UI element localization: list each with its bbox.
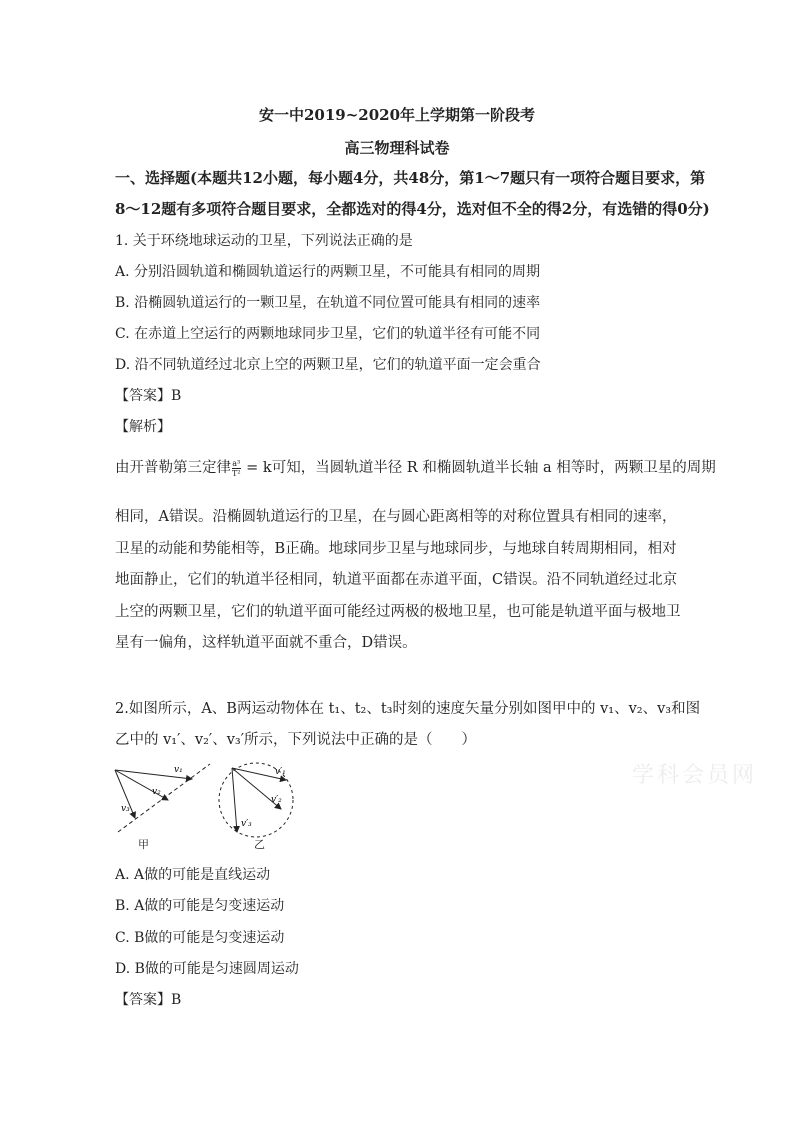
question-2-option-c: C. B做的可能是匀变速运动 <box>115 930 285 946</box>
question-2-option-a: A. A做的可能是直线运动 <box>115 867 271 883</box>
right-label-v1: v′₁ <box>275 767 286 777</box>
kepler-fraction <box>232 459 241 478</box>
section-instructions-line2: 8～12题有多项符合题目要求，全都选对的得4分，选对但不全的得2分，有选错的得0分) <box>115 200 710 218</box>
question-2-stem-line1: 2.如图所示，A、B两运动物体在 t₁、t₂、t₃时刻的速度矢量分别如图甲中的 v₁、v₂、v₃和图 <box>115 701 701 717</box>
section-instructions-line1: 一、选择题(本题共12小题，每小题4分，共48分，第1～7题只有一项符合题目要求，第 <box>115 169 706 187</box>
question-1-answer: 【答案】B <box>115 388 182 404</box>
question-1-option-a: A. 分别沿圆轨道和椭圆轨道运行的两颗卫星，不可能具有相同的周期 <box>115 264 541 280</box>
left-label-v3: v₃ <box>121 804 130 814</box>
question-1-analysis-label: 【解析】 <box>115 419 171 435</box>
fraction-numerator: a³ <box>232 458 241 468</box>
page-title: 安一中2019~2020年上学期第一阶段考 <box>258 106 536 124</box>
page-subtitle: 高三物理科试卷 <box>344 139 450 157</box>
right-vector-v3 <box>232 768 237 832</box>
question-2-answer: 【答案】B <box>115 992 182 1008</box>
question-2-option-b: B. A做的可能是匀变速运动 <box>115 898 285 914</box>
watermark: 学科会员网 <box>632 763 758 788</box>
analysis-text-pre: 由开普勒第三定律 <box>115 460 231 476</box>
question-1-analysis-body: 相同，A错误。沿椭圆轨道运行的卫星，在与圆心距离相等的对称位置具有相同的速率，卫星的动能和势能相等，B正确。地球同步卫星与地球同步，与地球自转周期相同，相对地面静止，它们的轨道半径相同，轨道平面都在赤道平面，C错误。沿不同轨道经过北京上空的两颗卫星，它们的轨道平面可能经过两极的极地卫星，也可能是轨道平面与极地卫星有一偏角，这样轨道平面就不重合，D错误。 <box>115 509 681 651</box>
figure-caption-left: 甲 <box>138 838 149 851</box>
figure-caption-right: 乙 <box>254 838 265 851</box>
question-1-analysis-formula-line <box>115 456 716 478</box>
question-1-option-d: D. 沿不同轨道经过北京上空的两颗卫星，它们的轨道平面一定会重合 <box>115 357 541 373</box>
analysis-text-post: = k可知，当圆轨道半径 R 和椭圆轨道半长轴 a 相等时，两颗卫星的周期 <box>241 460 716 476</box>
question-2-stem-line2: 乙中的 v₁′、v₂′、v₃′所示，下列说法中正确的是（ ） <box>115 732 476 748</box>
left-label-v2: v₂ <box>152 787 161 797</box>
question-1-option-b: B. 沿椭圆轨道运行的一颗卫星，在轨道不同位置可能具有相同的速率 <box>115 295 541 311</box>
question-1-stem: 1. 关于环绕地球运动的卫星，下列说法正确的是 <box>115 233 413 249</box>
question-2-option-d: D. B做的可能是匀速圆周运动 <box>115 961 299 977</box>
right-label-v2: v′₂ <box>271 795 282 805</box>
right-label-v3: v′₃ <box>241 819 252 829</box>
fraction-denominator: T² <box>232 468 241 478</box>
question-1-option-c: C. 在赤道上空运行的两颗地球同步卫星，它们的轨道半径有可能不同 <box>115 326 541 342</box>
left-label-v1: v₁ <box>174 765 183 775</box>
